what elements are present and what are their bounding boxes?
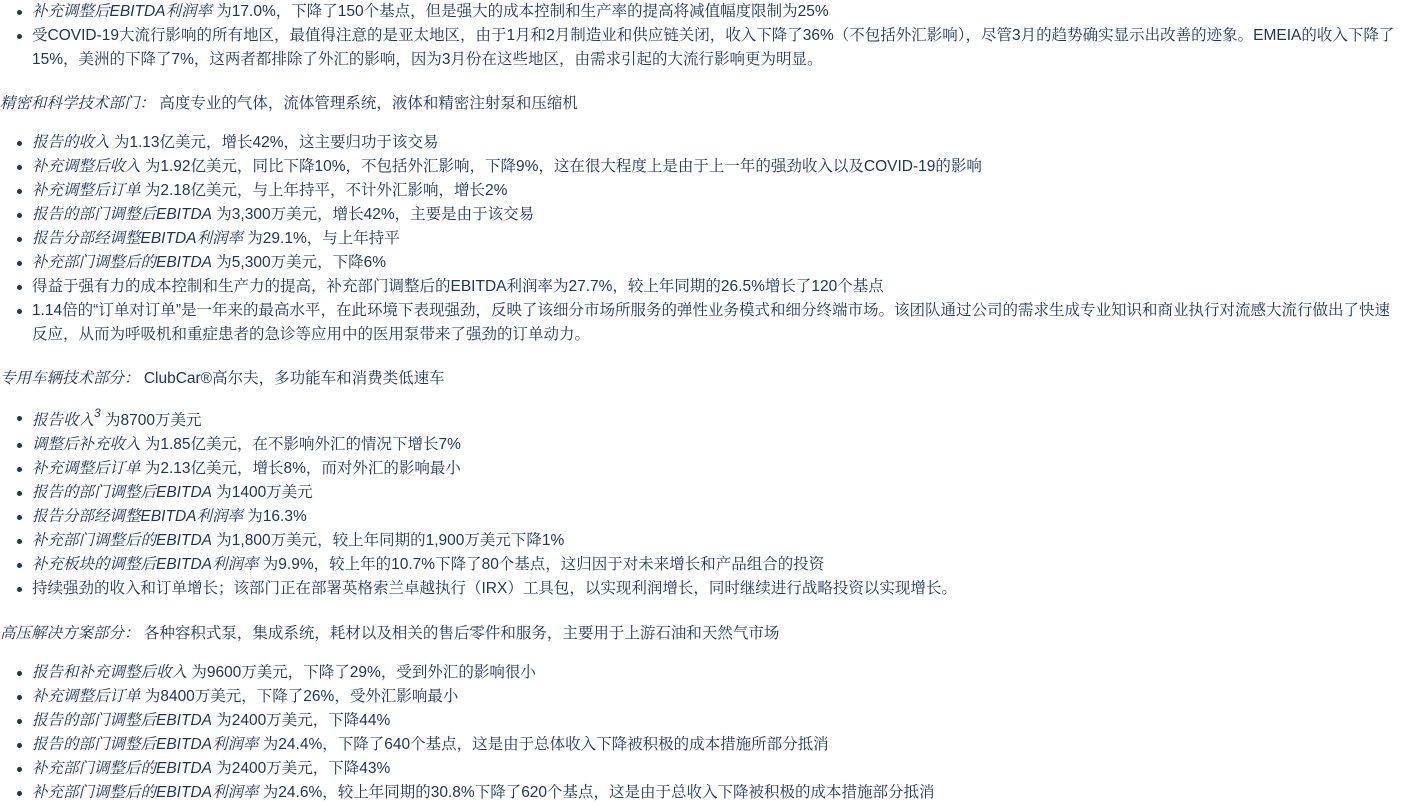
list-item: [0, 661, 1395, 685]
bullet-text: 为8700万美元: [100, 412, 202, 430]
section-heading-label: 高压解决方案部分：: [0, 624, 140, 642]
section-bullet-list-specialty-vehicle: [0, 406, 1395, 601]
list-item: [0, 457, 1395, 481]
top-bullet-list: [0, 0, 1395, 72]
list-item: [0, 505, 1395, 529]
section-heading-precision: [0, 92, 1395, 116]
bullet-text: 为17.0%，下降了150个基点，但是强大的成本控制和生产率的提高将减值幅度限制为25%: [211, 3, 829, 20]
section-heading-high-pressure: [0, 622, 1395, 646]
list-item: [0, 529, 1395, 553]
section-heading-description: ClubCar®高尔夫，多功能车和消费类低速车: [139, 370, 445, 388]
section-heading-description: 各种容积式泵，集成系统，耗材以及相关的售后零件和服务，主要用于上游石油和天然气市场: [139, 624, 780, 642]
bullet-text: 为1.13亿美元，增长42%，这主要归功于该交易: [109, 134, 439, 152]
bullet-emphasis: 报告的部门调整后EBITDA: [32, 206, 212, 224]
list-item: [0, 406, 1395, 433]
bullet-emphasis: 报告的收入: [32, 134, 110, 152]
list-item: [0, 709, 1395, 733]
bullet-text: 为2.18亿美元，与上年持平，不计外汇影响，增长2%: [140, 182, 508, 200]
bullet-emphasis: 补充调整后订单: [32, 182, 141, 200]
bullet-text: 为1,800万美元，较上年同期的1,900万美元下降1%: [211, 532, 565, 550]
list-item: [0, 433, 1395, 457]
bullet-emphasis: 调整后补充收入: [32, 436, 141, 454]
bullet-text: 为5,300万美元，下降6%: [211, 254, 386, 272]
bullet-emphasis: 补充部门调整后的EBITDA: [32, 759, 212, 777]
bullet-emphasis: 补充调整后订单: [32, 460, 141, 478]
section-heading-description: 高度专业的气体，流体管理系统，液体和精密注射泵和压缩机: [155, 95, 578, 113]
bullet-emphasis: 报告分部经调整EBITDA利润率: [32, 230, 243, 248]
list-item: [0, 733, 1395, 757]
list-item: [0, 24, 1395, 72]
bullet-text: 为24.4%，下降了640个基点，这是由于总体收入下降被积极的成本措施所部分抵消: [258, 735, 829, 753]
list-item: [0, 481, 1395, 505]
bullet-text: 得益于强有力的成本控制和生产力的提高，补充部门调整后的EBITDA利润率为27.7%，较上年同期的26.5%增长了120个基点: [32, 278, 884, 296]
bullet-text: 为9.9%，较上年的10.7%下降了80个基点，这归因于对未来增长和产品组合的投资: [258, 556, 825, 574]
section-heading-specialty-vehicle: [0, 367, 1395, 391]
bullet-text: 为29.1%，与上年持平: [242, 230, 400, 248]
list-item: [0, 0, 1395, 24]
section-bullet-list-high-pressure: [0, 661, 1395, 805]
section-bullet-list-precision: [0, 131, 1395, 347]
bullet-emphasis: 补充调整后EBITDA利润率: [32, 3, 212, 20]
bullet-emphasis: 报告的部门调整后EBITDA: [32, 711, 212, 729]
list-item: [0, 251, 1395, 275]
bullet-text: 1.14倍的“订单对订单”是一年来的最高水平，在此环境下表现强劲，反映了该细分市场所服务的弹性业务模式和细分终端市场。该团队通过公司的需求生成专业知识和商业执行对流感大流行做出了快速反应，从而为呼吸机和重症患者的急诊等应用中的医用泵带来了强劲的订单动力。: [32, 302, 1390, 344]
list-item: [0, 275, 1395, 299]
bullet-emphasis: 报告分部经调整EBITDA利润率: [32, 508, 243, 526]
list-item: [0, 227, 1395, 251]
list-item: [0, 155, 1395, 179]
bullet-emphasis: 报告收入: [32, 412, 95, 430]
bullet-emphasis: 补充部门调整后的EBITDA利润率: [32, 783, 259, 801]
bullet-emphasis: 补充调整后订单: [32, 687, 141, 705]
list-item: [0, 757, 1395, 781]
bullet-text: 为2.13亿美元，增长8%，而对外汇的影响最小: [140, 460, 461, 478]
bullet-text: 为2400万美元，下降44%: [211, 711, 391, 729]
bullet-text: 持续强劲的收入和订单增长；该部门正在部署英格索兰卓越执行（IRX）工具包，以实现利润增长，同时继续进行战略投资以实现增长。: [32, 580, 957, 598]
list-item: [0, 553, 1395, 577]
bullet-text: 为16.3%: [242, 508, 307, 526]
bullet-text: 为24.6%，较上年同期的30.8%下降了620个基点，这是由于总收入下降被积极的成本措施部分抵消: [258, 783, 935, 801]
bullet-emphasis: 报告和补充调整后收入: [32, 663, 188, 681]
list-item: [0, 299, 1395, 347]
bullet-text: 受COVID-19大流行影响的所有地区，最值得注意的是亚太地区，由于1月和2月制造业和供应链关闭，收入下降了36%（不包括外汇影响），尽管3月的趋势确实显示出改善的迹象。EMEIA的收入下降了15%，美洲的下降了7%，这两者都排除了外汇的影响，因为3月份在这些地区，由需求引起的大流行影响更为明显。: [32, 27, 1395, 69]
bullet-emphasis: 补充部门调整后的EBITDA: [32, 532, 212, 550]
list-item: [0, 685, 1395, 709]
list-item: [0, 781, 1395, 805]
bullet-emphasis: 补充板块的调整后EBITDA利润率: [32, 556, 259, 574]
section-heading-label: 专用车辆技术部分：: [0, 370, 140, 388]
bullet-text: 为1.92亿美元，同比下降10%，不包括外汇影响，下降9%，这在很大程度上是由于上一年的强劲收入以及COVID-19的影响: [140, 158, 982, 176]
bullet-text: 为9600万美元，下降了29%，受到外汇的影响很小: [187, 663, 536, 681]
bullet-emphasis: 报告的部门调整后EBITDA利润率: [32, 735, 259, 753]
bullet-text: 为2400万美元，下降43%: [211, 759, 391, 777]
list-item: [0, 179, 1395, 203]
list-item: [0, 203, 1395, 227]
list-item: [0, 577, 1395, 601]
bullet-emphasis: 补充调整后收入: [32, 158, 141, 176]
bullet-text: 为1.85亿美元，在不影响外汇的情况下增长7%: [140, 436, 461, 454]
bullet-text: 为8400万美元，下降了26%，受外汇影响最小: [140, 687, 459, 705]
footnote-marker: 3: [94, 406, 101, 421]
list-item: [0, 131, 1395, 155]
bullet-emphasis: 补充部门调整后的EBITDA: [32, 254, 212, 272]
bullet-text: 为3,300万美元，增长42%，主要是由于该交易: [211, 206, 535, 224]
bullet-emphasis: 报告的部门调整后EBITDA: [32, 484, 212, 502]
section-heading-label: 精密和科学技术部门：: [0, 95, 156, 113]
bullet-text: 为1400万美元: [211, 484, 313, 502]
